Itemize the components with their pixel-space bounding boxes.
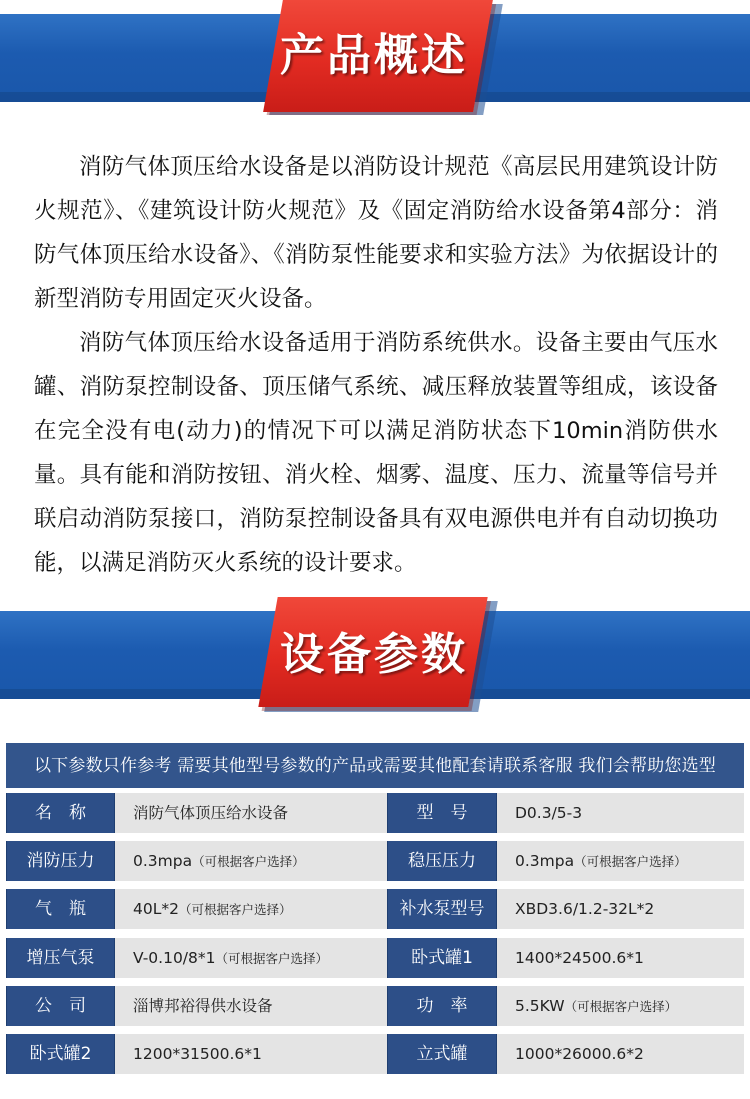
param-value: 0.3mpa（可根据客户选择） — [115, 841, 387, 881]
param-value: 淄博邦裕得供水设备 — [115, 986, 387, 1026]
param-label: 补水泵型号 — [387, 889, 497, 929]
param-value: 40L*2（可根据客户选择） — [115, 889, 387, 929]
table-row — [6, 986, 744, 1026]
param-label: 型 号 — [387, 793, 497, 833]
param-label: 稳压压力 — [387, 841, 497, 881]
param-label: 卧式罐2 — [6, 1034, 115, 1074]
param-value: 1400*24500.6*1 — [497, 938, 744, 978]
table-row — [6, 889, 744, 929]
param-value: 消防气体顶压给水设备 — [115, 793, 387, 833]
param-label: 增压气泵 — [6, 938, 115, 978]
params-banner — [0, 597, 750, 712]
param-label: 消防压力 — [6, 841, 115, 881]
overview-paragraph-1: 消防气体顶压给水设备是以消防设计规范《高层民用建筑设计防火规范》、《建筑设计防火规范》及《固定消防给水设备第4部分：消防气体顶压给水设备》、《消防泵性能要求和实验方法》为依据设计的新型消防专用固定灭火设备。 — [34, 154, 718, 312]
param-value: V-0.10/8*1（可根据客户选择） — [115, 938, 387, 978]
params-note: 以下参数只作参考 需要其他型号参数的产品或需要其他配套请联系客服 我们会帮助您选型 — [6, 741, 744, 788]
params-title: 设备参数 — [280, 629, 468, 680]
overview-banner — [0, 0, 750, 115]
table-row — [6, 793, 744, 833]
param-value: D0.3/5-3 — [497, 793, 744, 833]
params-table — [6, 741, 744, 1090]
param-value: 1000*26000.6*2 — [497, 1034, 744, 1074]
table-row — [6, 841, 744, 881]
param-label: 气 瓶 — [6, 889, 115, 929]
param-label: 立式罐 — [387, 1034, 497, 1074]
overview-text — [34, 145, 718, 585]
table-row — [6, 1034, 744, 1074]
param-value: 5.5KW（可根据客户选择） — [497, 986, 744, 1026]
param-label: 公 司 — [6, 986, 115, 1026]
overview-title: 产品概述 — [280, 30, 468, 81]
param-value: 0.3mpa（可根据客户选择） — [497, 841, 744, 881]
overview-paragraph-2: 消防气体顶压给水设备适用于消防系统供水。设备主要由气压水罐、消防泵控制设备、顶压储气系统、减压释放装置等组成，该设备在完全没有电(动力)的情况下可以满足消防状态下10min消防供水量。具有能和消防按钮、消火栓、烟雾、温度、压力、流量等信号并联启动消防泵接口，消防泵控制设备具有双电源供电并有自动切换功能，以满足消防灭火系统的设计要求。 — [34, 330, 718, 576]
param-label: 卧式罐1 — [387, 938, 497, 978]
param-value: XBD3.6/1.2-32L*2 — [497, 889, 744, 929]
param-label: 功 率 — [387, 986, 497, 1026]
table-row — [6, 938, 744, 978]
param-label: 名 称 — [6, 793, 115, 833]
param-value: 1200*31500.6*1 — [115, 1034, 387, 1074]
